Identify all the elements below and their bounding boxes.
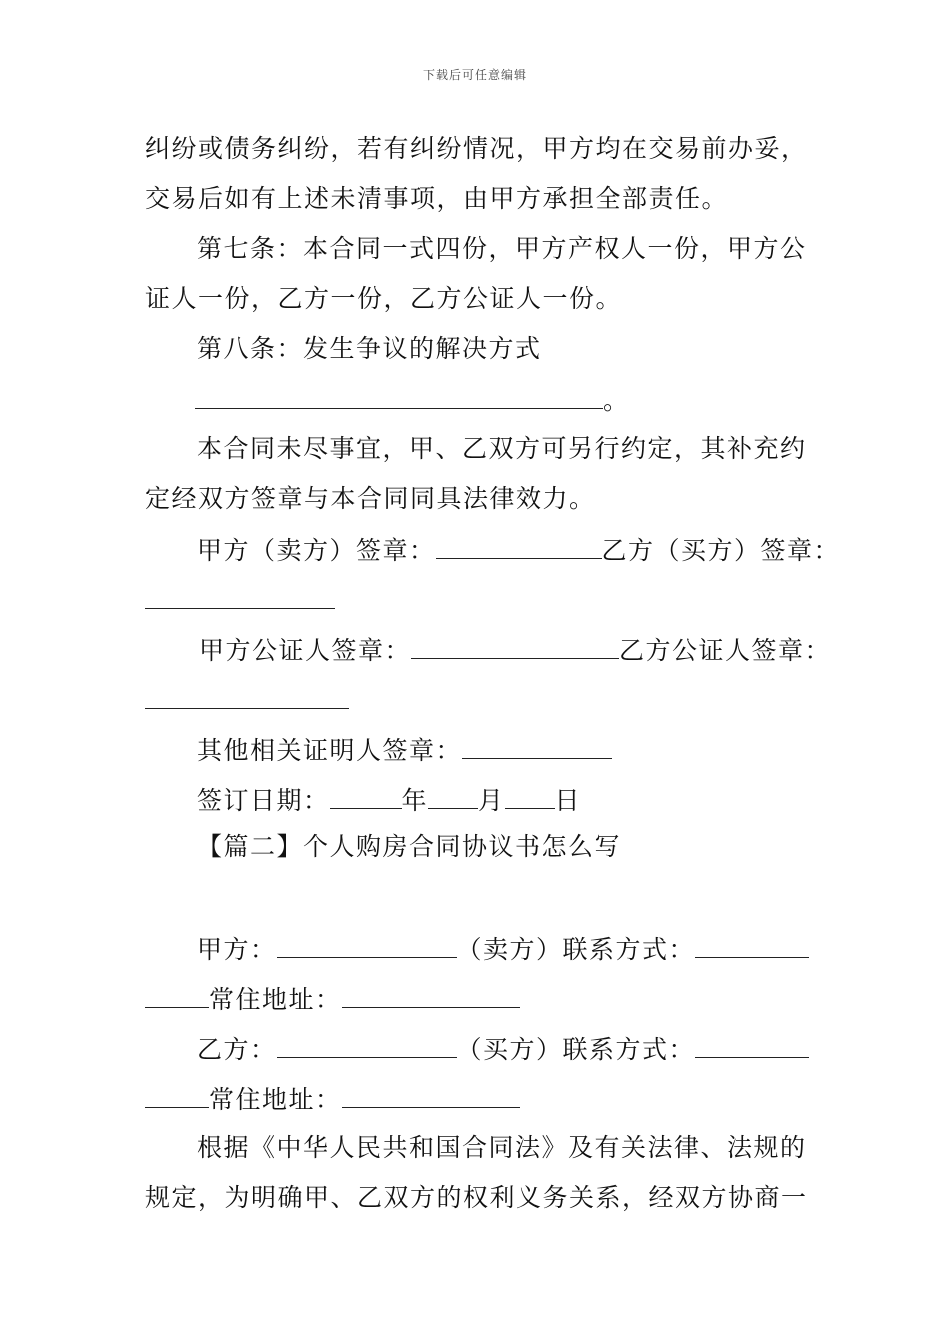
buyer-signature-label: 乙方（买方）签章： (601, 536, 841, 565)
buyer-address-label: 常住地址： (209, 1085, 342, 1114)
legal-basis-line: 根据《中华人民共和国合同法》及有关法律、法规的 (197, 1133, 807, 1162)
legal-basis-line: 规定，为明确甲、乙双方的权利义务关系，经双方协商一 (145, 1183, 808, 1212)
year-blank (330, 784, 402, 809)
party-a-label: 甲方： (197, 935, 277, 964)
article-8-title: 第八条：发生争议的解决方式 (197, 334, 542, 363)
party-a-name-blank (277, 933, 457, 958)
dispute-resolution-blank-line (195, 384, 630, 416)
other-witness-label: 其他相关证明人签章： (197, 736, 463, 765)
article-7-line: 第七条：本合同一式四份，甲方产权人一份，甲方公 (197, 234, 807, 263)
seller-notary-blank (411, 634, 619, 659)
buyer-notary-label: 乙方公证人签章： (619, 636, 832, 665)
supplement-line: 本合同未尽事宜，甲、乙双方可另行约定，其补充约 (197, 434, 807, 463)
supplement-line: 定经双方签章与本合同同具法律效力。 (145, 484, 596, 513)
day-blank (505, 784, 555, 809)
buyer-address-blank (342, 1083, 520, 1108)
page-header: 下载后可任意编辑 (422, 68, 527, 82)
year-label: 年 (401, 786, 429, 815)
seller-address-label: 常住地址： (209, 985, 342, 1014)
line-end-period: 。 (603, 386, 630, 415)
buyer-contact-label: （买方）联系方式： (456, 1035, 696, 1064)
party-a-line (197, 933, 809, 965)
buyer-notary-blank-line (145, 684, 349, 716)
blank-underline (195, 384, 603, 409)
party-a-address-line (145, 983, 520, 1015)
seller-contact-label: （卖方）联系方式： (456, 935, 696, 964)
buyer-contact-blank (695, 1033, 809, 1058)
buyer-signature-blank-line (145, 584, 335, 616)
party-b-address-line (145, 1083, 520, 1115)
seller-contact-blank-cont (145, 983, 209, 1008)
month-blank (428, 784, 478, 809)
signature-line-parties (197, 534, 840, 566)
buyer-notary-blank (145, 684, 349, 709)
seller-signature-label: 甲方（卖方）签章： (197, 536, 436, 565)
other-witness-blank (462, 734, 612, 759)
month-label: 月 (478, 786, 505, 815)
signing-date-label: 签订日期： (197, 786, 330, 815)
party-b-name-blank (277, 1033, 457, 1058)
buyer-signature-blank (145, 584, 335, 609)
seller-address-blank (342, 983, 520, 1008)
buyer-contact-blank-cont (145, 1083, 209, 1108)
party-b-line (197, 1033, 809, 1065)
other-witness-line (197, 734, 612, 766)
seller-contact-blank (695, 933, 809, 958)
signing-date-line (197, 784, 581, 816)
section-title: 【篇二】个人购房合同协议书怎么写 (197, 832, 622, 861)
article-7-line: 证人一份，乙方一份，乙方公证人一份。 (145, 284, 623, 313)
day-label: 日 (554, 786, 582, 815)
seller-signature-blank (436, 534, 602, 559)
seller-notary-label: 甲方公证人签章： (199, 636, 412, 665)
paragraph-line: 纠纷或债务纠纷，若有纠纷情况，甲方均在交易前办妥， (145, 134, 808, 163)
signature-line-notaries (199, 634, 831, 666)
paragraph-line: 交易后如有上述未清事项，由甲方承担全部责任。 (145, 184, 729, 213)
party-b-label: 乙方： (197, 1035, 277, 1064)
